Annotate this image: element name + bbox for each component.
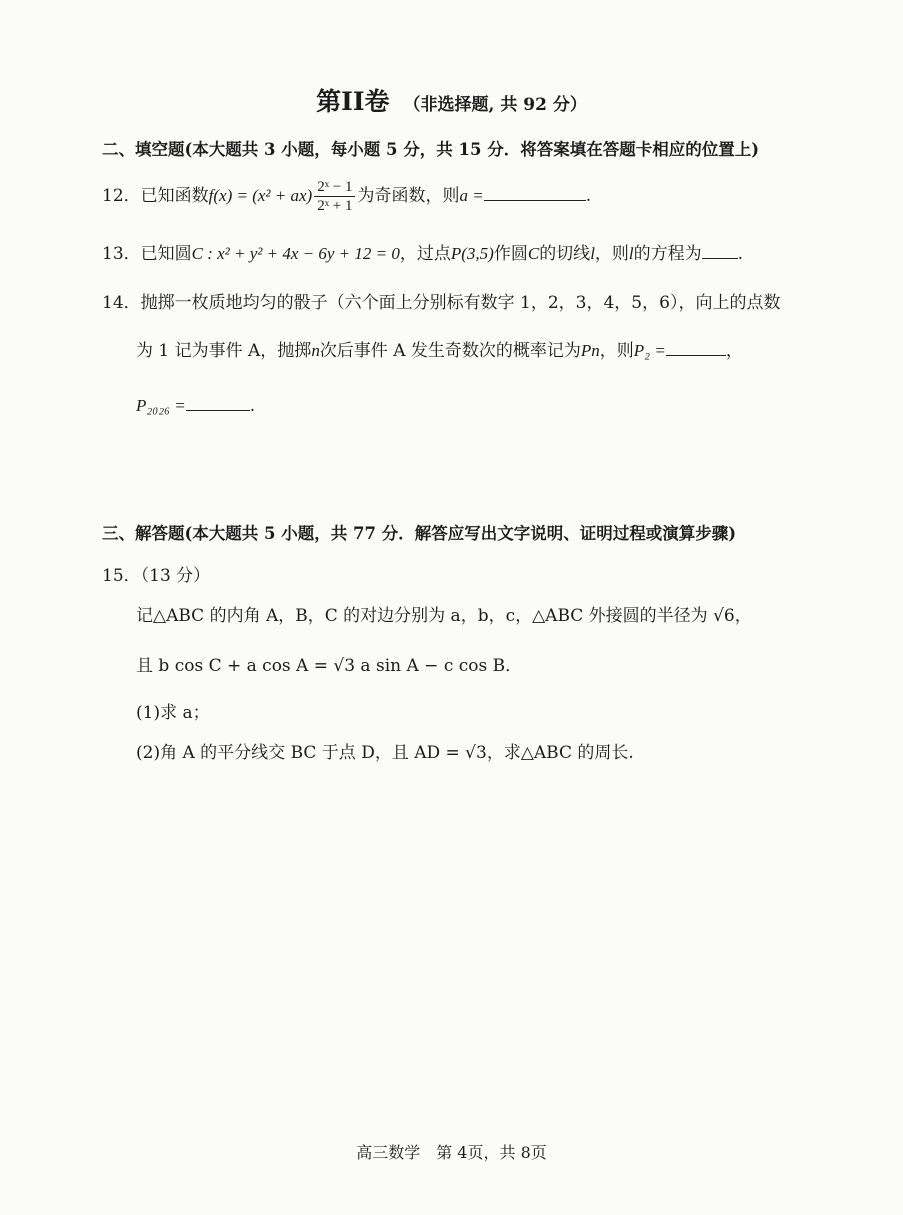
q12-fraction [314, 178, 355, 215]
q12-end: . [585, 186, 592, 206]
q14-line2d: ， [725, 341, 743, 361]
page-title [0, 82, 903, 118]
answer-blank[interactable] [666, 337, 726, 356]
question-number: 13． [102, 244, 141, 264]
q14-line1: 抛掷一枚质地均匀的骰子（六个面上分别标有数字 1，2，3，4，5，6），向上的点数 [140, 293, 781, 313]
question-13 [102, 239, 743, 264]
q14-line2b: 次后事件 A 发生奇数次的概率记为 [319, 341, 581, 361]
q13-text2: ，过点 [399, 244, 451, 264]
question-number: 12． [102, 186, 141, 206]
q14-pn: Pn [580, 341, 600, 360]
q13-text1: 已知圆 [140, 244, 192, 264]
q12-text: 已知函数 [140, 186, 209, 206]
q15-line1: 记△ABC 的内角 A，B，C 的对边分别为 a，b，c，△ABC 外接圆的半径为 √6， [136, 606, 752, 626]
page-footer: 高三数学 第 4页，共 8页 [356, 1143, 547, 1162]
q13-text3: 作圆 [493, 244, 528, 264]
answer-blank[interactable] [702, 240, 738, 259]
answer-blank[interactable] [484, 182, 586, 201]
q12-var: a = [459, 186, 484, 205]
q14-p2: P₂ = [633, 341, 666, 360]
frac-denominator: 2ˣ + 1 [317, 198, 353, 214]
q13-text5: ，则 [594, 244, 629, 264]
answer-blank[interactable] [186, 392, 250, 411]
question-15: 15．（13 分） [102, 566, 211, 586]
q14-line2a: 为 1 记为事件 A，抛掷 [136, 341, 312, 361]
q12-func: f(x) = (x² + ax) [208, 186, 313, 205]
question-14 [102, 288, 780, 313]
q15-part1: (1)求 a； [136, 703, 210, 723]
q13-equation: C : x² + y² + 4x − 6y + 12 = 0 [191, 244, 400, 263]
question-12 [102, 178, 591, 215]
q15-line2: 且 b cos C + a cos A = √3 a sin A − c cos B． [136, 656, 523, 676]
section-solve-header: 三、解答题(本大题共 5 小题，共 77 分．解答应写出文字说明、证明过程或演算步骤) [102, 524, 737, 543]
title-main: 第II卷 [316, 87, 390, 116]
frac-numerator: 2ˣ − 1 [314, 178, 355, 197]
question-14-line3 [136, 392, 255, 416]
q13-l: l [590, 244, 595, 263]
q14-end: . [249, 396, 256, 416]
question-14-line2 [136, 336, 743, 361]
title-sub: （非选择题, 共 92 分） [403, 95, 587, 115]
q13-text6: 的方程为 [633, 244, 702, 264]
q14-p2026: P₂₀₂₆ = [136, 396, 186, 415]
q14-line2c: ，则 [599, 341, 634, 361]
q13-c: C [527, 244, 540, 263]
q12-text2: 为奇函数，则 [357, 186, 460, 206]
q14-n: n [311, 341, 320, 360]
q13-text4: 的切线 [539, 244, 591, 264]
q13-point: P(3,5) [450, 244, 494, 263]
q15-part2: (2)角 A 的平分线交 BC 于点 D，且 AD = √3，求△ABC 的周长. [136, 743, 634, 763]
q13-l2: l [628, 244, 634, 263]
question-number: 14． [102, 293, 141, 313]
q13-end: . [737, 244, 744, 264]
section-fill-in-header: 二、填空题(本大题共 3 小题，每小题 5 分，共 15 分．将答案填在答题卡相应的位置上) [102, 140, 760, 159]
